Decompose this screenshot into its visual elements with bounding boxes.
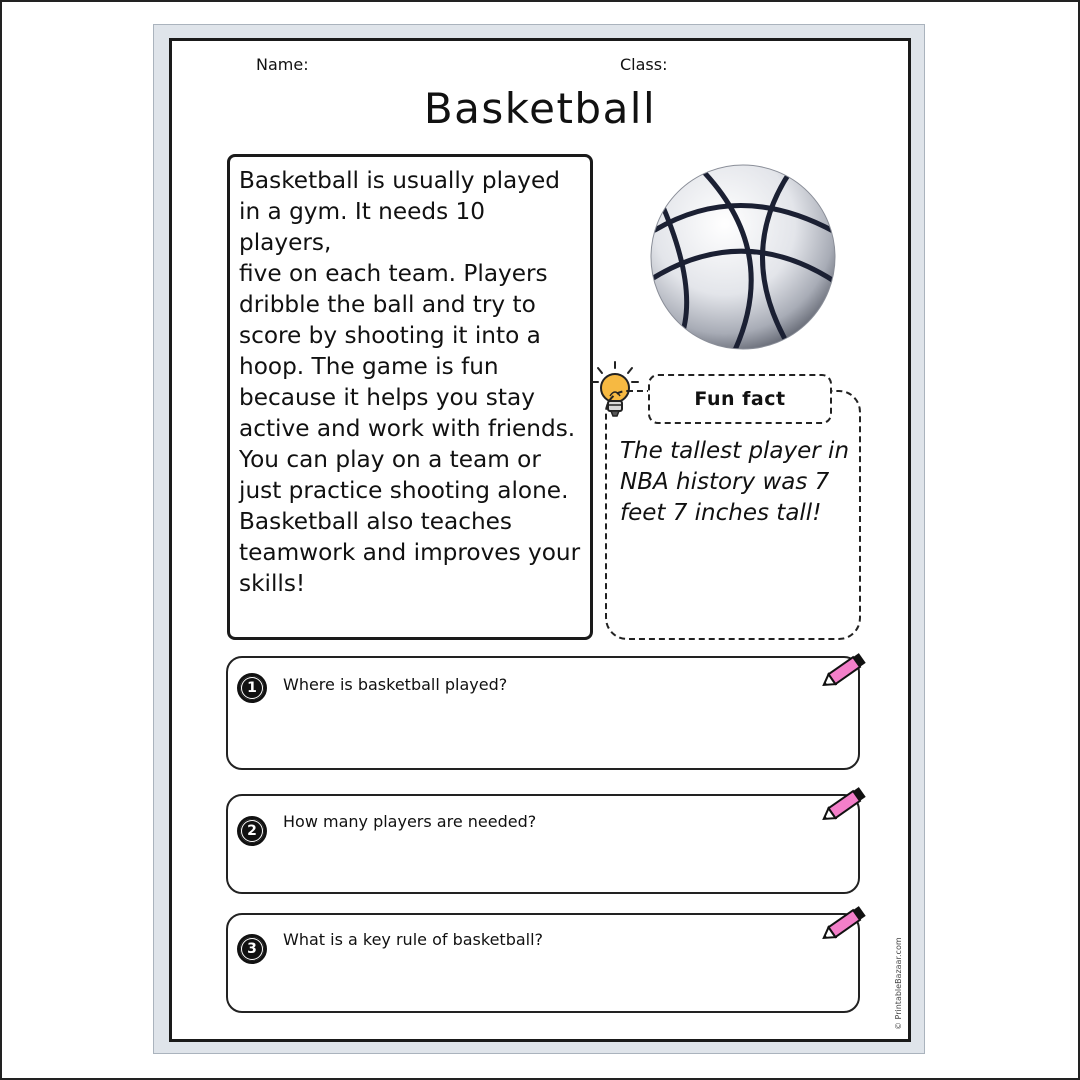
copyright-notice: © PrintableBazaar.com [894, 937, 903, 1030]
passage-line: just practice shooting alone. [239, 477, 569, 504]
fun-fact-line: feet 7 inches tall! [620, 500, 822, 526]
question-number-label: 1 [242, 678, 262, 698]
reading-passage-box [227, 154, 593, 640]
fun-fact-line: NBA history was 7 [620, 469, 830, 495]
class-label: Class: [620, 55, 668, 74]
fun-fact-line: The tallest player in [620, 438, 850, 464]
pencil-icon [818, 903, 870, 951]
question-number-label: 3 [242, 939, 262, 959]
question-number-label: 2 [242, 821, 262, 841]
passage-line: in a gym. It needs 10 players, [239, 198, 486, 256]
passage-line: hoop. The game is fun [239, 353, 499, 380]
question-3-answer-box[interactable] [226, 913, 860, 1013]
passage-line: You can play on a team or [239, 446, 541, 473]
name-label: Name: [256, 55, 309, 74]
basketball-image [640, 160, 846, 364]
fun-fact-heading: Fun fact [648, 374, 832, 424]
passage-line: five on each team. Players [239, 260, 548, 287]
reading-passage [239, 165, 582, 599]
passage-line: skills! [239, 570, 306, 597]
question-2-answer-box[interactable] [226, 794, 860, 894]
question-2-number [237, 816, 267, 846]
passage-line: Basketball is usually played [239, 167, 560, 194]
question-1-answer-box[interactable] [226, 656, 860, 770]
question-1-text: Where is basketball played? [283, 675, 508, 694]
passage-line: teamwork and improves your [239, 539, 581, 566]
worksheet-title: Basketball [423, 84, 657, 133]
passage-line: because it helps you stay [239, 384, 535, 411]
question-3-text: What is a key rule of basketball? [283, 930, 544, 949]
question-1-number [237, 673, 267, 703]
question-2-text: How many players are needed? [283, 812, 537, 831]
pencil-icon [818, 650, 870, 698]
question-3-number [237, 934, 267, 964]
passage-line: score by shooting it into a [239, 322, 541, 349]
passage-line: active and work with friends. [239, 415, 576, 442]
passage-line: dribble the ball and try to [239, 291, 536, 318]
passage-line: Basketball also teaches [239, 508, 512, 535]
pencil-icon [818, 784, 870, 832]
fun-fact-text [620, 436, 856, 529]
